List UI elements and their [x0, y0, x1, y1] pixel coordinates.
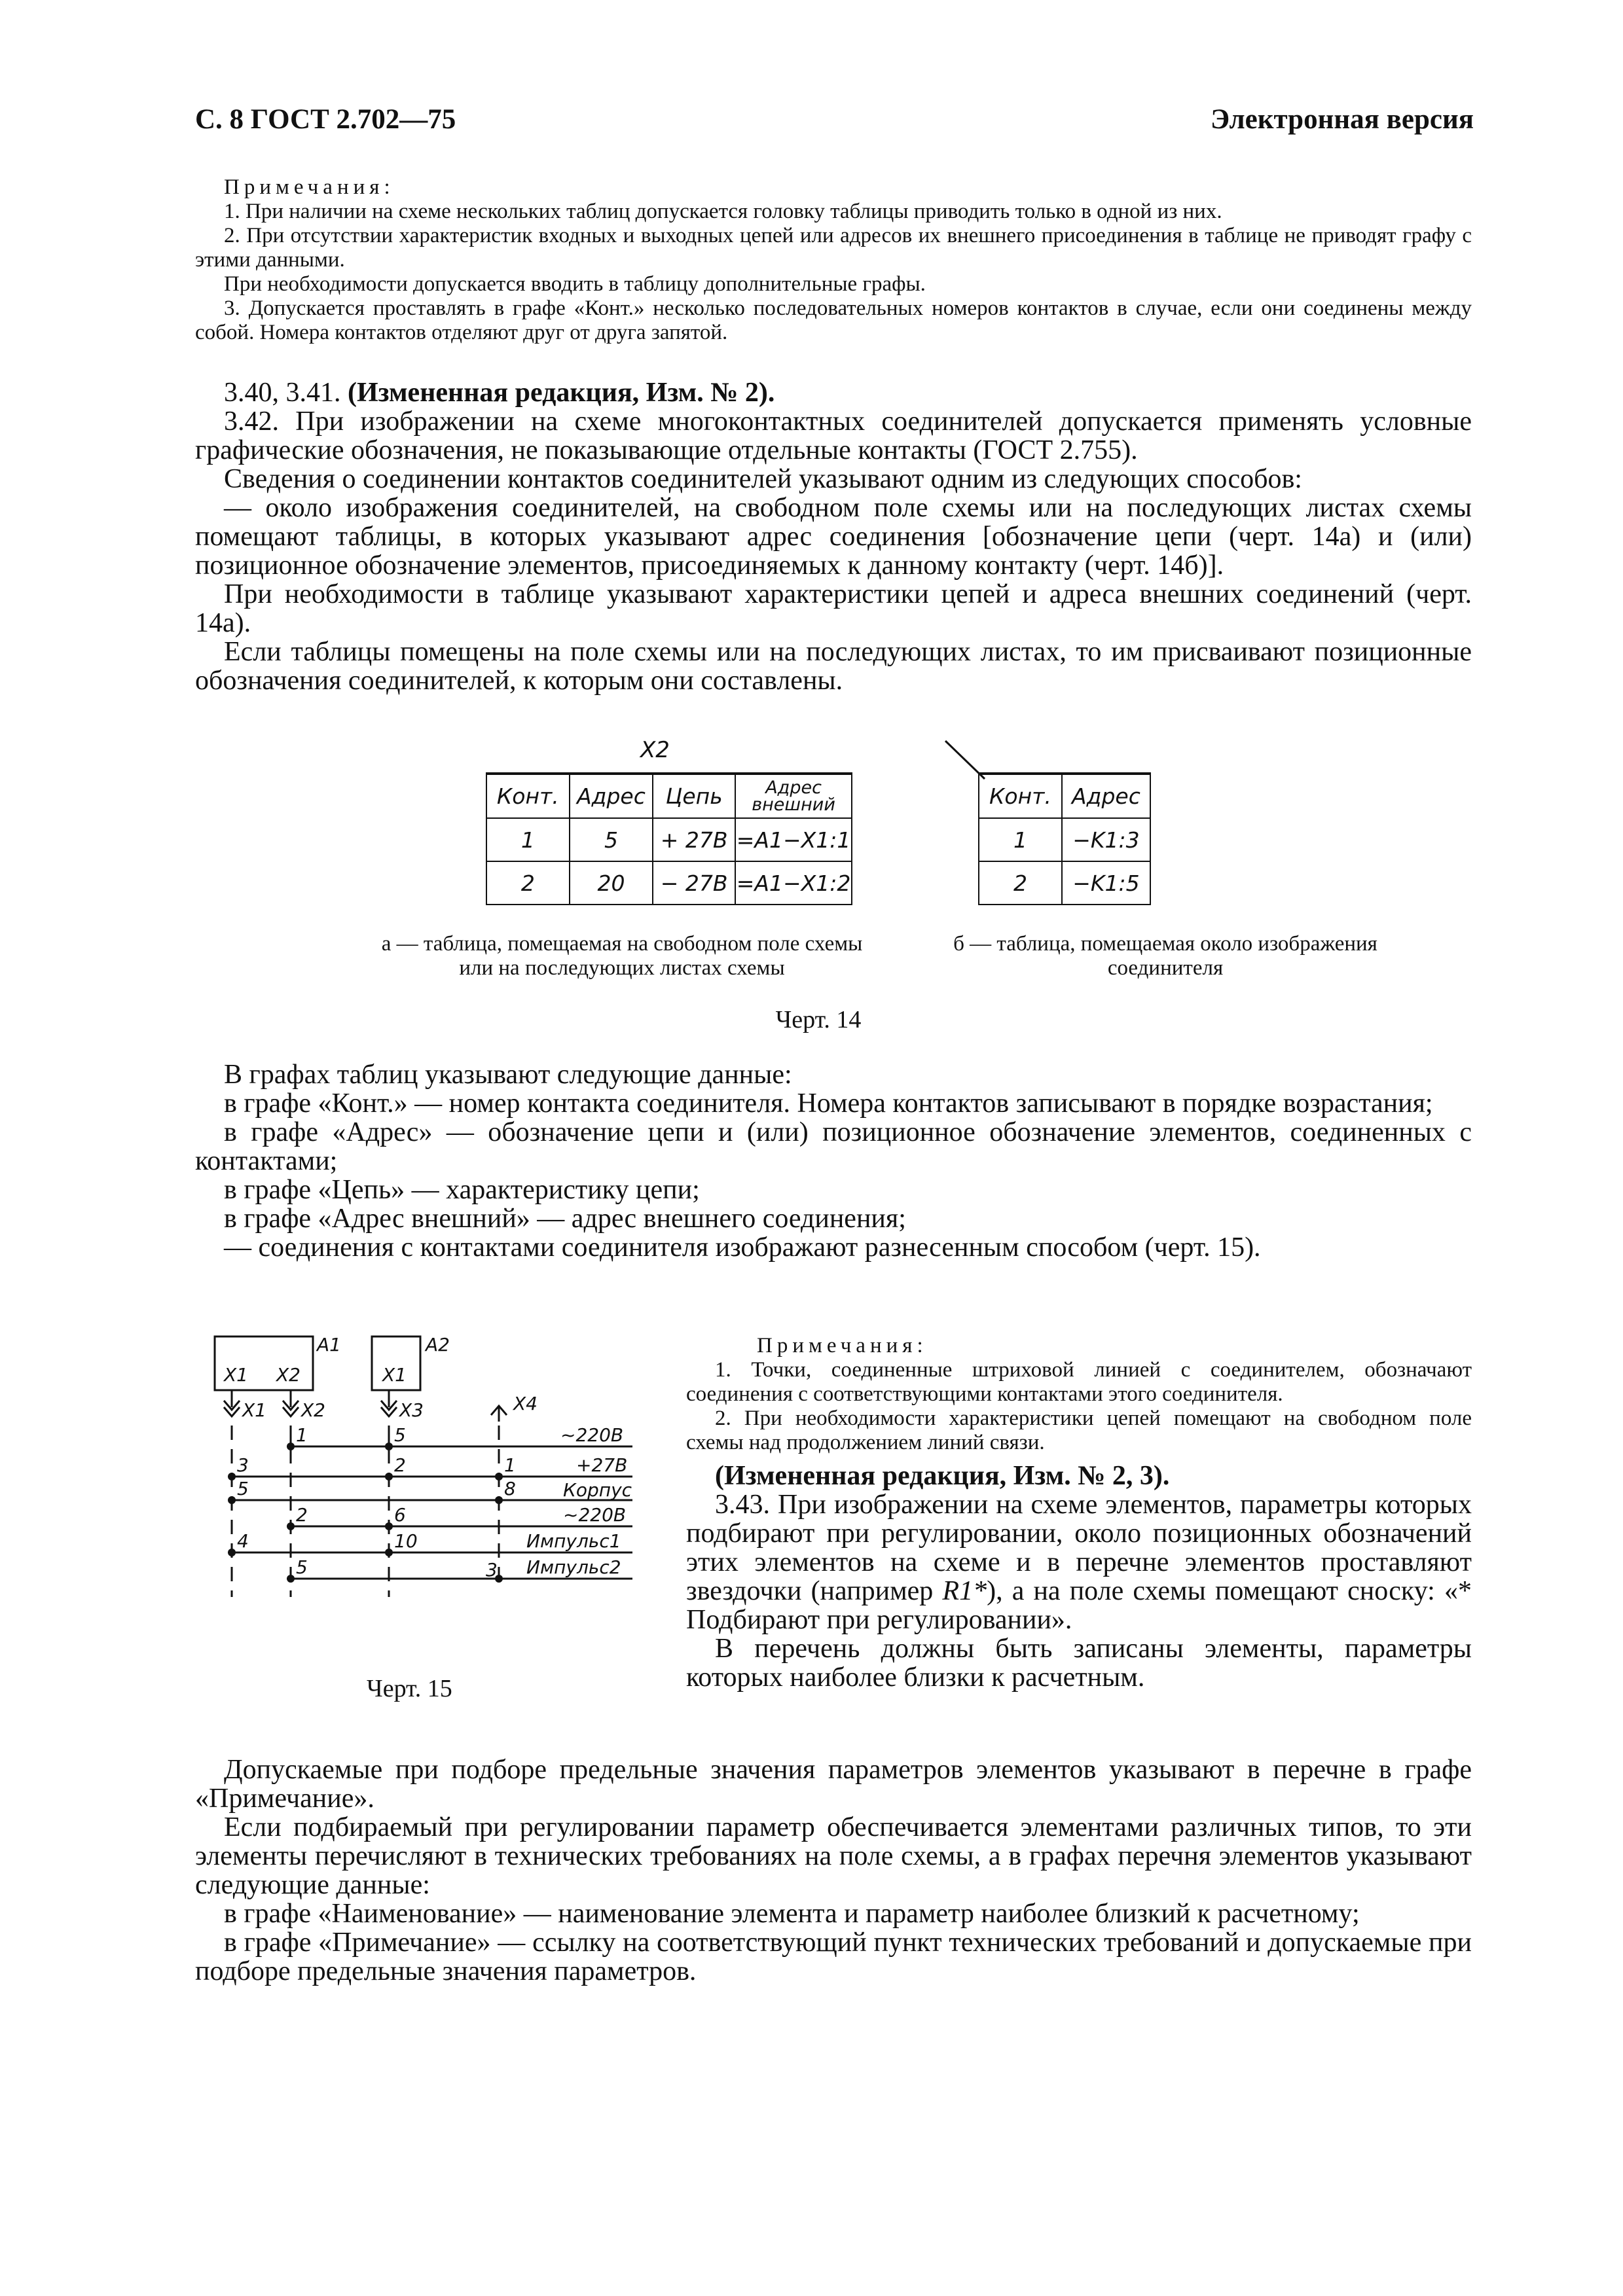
paragraph: Допускаемые при подборе предельные значения параметров элементов указывают в перечне в графе «Примечание».	[195, 1755, 1472, 1814]
table-cell: + 27В	[653, 818, 735, 861]
note-item: 1. При наличии на схеме нескольких таблиц допускается головку таблицы приводить только в одной из них.	[224, 200, 1222, 223]
table-cell: −K1:3	[1062, 818, 1150, 861]
table-a-title: X2	[640, 737, 670, 763]
paragraph: в графе «Адрес» — обозначение цепи и (или) позиционное обозначение элементов, соединенных с контактами;	[195, 1117, 1472, 1176]
pin-number: 5	[296, 1556, 308, 1578]
body-top	[195, 378, 1472, 695]
table-header: Цепь	[653, 774, 735, 818]
clause-example: R1*	[942, 1576, 987, 1606]
table-row	[486, 861, 852, 905]
paragraph: в графе «Наименование» — наименование элемента и параметр наиболее близкий к расчетному;	[224, 1899, 1360, 1929]
caption-a: а — таблица, помещаемая на свободном поле схемы или на последующих листах схемы	[381, 932, 863, 980]
caption-b: б — таблица, помещаемая около изображения соединителя	[953, 932, 1377, 980]
table-row	[486, 818, 852, 861]
line-label: ~220В	[563, 1504, 627, 1526]
clause-text: 3.43. При изображении на схеме элементов, параметры которых подбирают при регулировании, около позиционных обозначений этих элементов на схеме и в перечне элементов проставляют звездочки (например	[686, 1490, 1472, 1606]
block-label: A2	[426, 1334, 450, 1355]
line-label: Корпус	[563, 1479, 632, 1501]
pin-number: 3	[486, 1559, 498, 1581]
note-item: 2. При отсутствии характеристик входных и выходных цепей или адресов их внешнего присоединения в таблице не приводят графу с этими данными.	[195, 224, 1472, 272]
note-item: 2. При необходимости характеристики цепей помещают на свободном поле схемы над продолжением линий связи.	[686, 1407, 1472, 1454]
connector-label: X3	[399, 1399, 424, 1421]
notes-bottom	[686, 1334, 1472, 1692]
notes-title: Примечания:	[224, 175, 395, 199]
page-header-left: С. 8 ГОСТ 2.702—75	[195, 104, 456, 135]
table-cell: 20	[570, 861, 653, 905]
pin-number: 2	[296, 1504, 308, 1526]
paragraph: Сведения о соединении контактов соединителей указывают одним из следующих способов:	[224, 464, 1302, 494]
body-bottom	[195, 1755, 1472, 1986]
line-label: Импульс1	[526, 1530, 621, 1552]
note-item: 1. Точки, соединенные штриховой линией с соединителем, обозначают соединения с соответствующими контактами этого соединителя.	[686, 1358, 1472, 1406]
block-label: A1	[317, 1334, 341, 1355]
note-item: 3. Допускается проставлять в графе «Конт.» несколько последовательных номеров контактов в случае, если они соединены между собой. Номера контактов отделяют друг от друга запятой.	[195, 296, 1472, 344]
note-item: При необходимости допускается вводить в таблицу дополнительные графы.	[224, 272, 926, 296]
table-b	[978, 772, 1151, 905]
table-cell: − 27В	[653, 861, 735, 905]
pin-number: 5	[237, 1478, 249, 1499]
table-header: Адрес	[1062, 774, 1150, 818]
paragraph: в графе «Цепь» — характеристику цепи;	[224, 1175, 700, 1205]
table-cell: =A1−X1:2	[735, 861, 852, 905]
table-header: Адрес внешний	[735, 774, 852, 818]
line-label: Импульс2	[526, 1556, 621, 1578]
paragraph: в графе «Конт.» — номер контакта соединителя. Номера контактов записывают в порядке возрастания;	[224, 1088, 1433, 1119]
pin-number: 2	[394, 1454, 406, 1476]
revision-note: (Измененная редакция, Изм. № 2, 3).	[715, 1461, 1170, 1491]
connector-label: X4	[513, 1393, 538, 1414]
table-cell: 1	[486, 818, 570, 861]
paragraph: — соединения с контактами соединителя изображают разнесенным способом (черт. 15).	[224, 1232, 1261, 1263]
table-cell: 2	[486, 861, 570, 905]
clause-343	[686, 1490, 1472, 1634]
body-mid	[195, 1060, 1472, 1262]
paragraph: Если подбираемый при регулировании параметр обеспечивается элементами различных типов, то эти элементы перечисляют в технических требованиях на поле схемы, а в графах перечня элементов указывают следующие данные:	[195, 1812, 1472, 1900]
figure-15-title: Черт. 15	[367, 1675, 452, 1702]
line-label: +27В	[576, 1454, 628, 1476]
paragraph: — около изображения соединителей, на свободном поле схемы или на последующих листах схемы помещают таблицы, в которых указывают адрес соединения [обозначение цепи (черт. 14а) и (или) позиционное обозначение элементов, присоединяемых к данному контакту (черт. 14б)].	[195, 493, 1472, 581]
page-header-right: Электронная версия	[1210, 104, 1474, 135]
pin-number: 5	[394, 1424, 406, 1446]
pin-number: 1	[296, 1424, 308, 1446]
table-row	[979, 861, 1150, 905]
table-row	[979, 818, 1150, 861]
connector-label: X2	[301, 1399, 325, 1421]
paragraph: 3.42. При изображении на схеме многоконтактных соединителей допускается применять условные графические обозначения, не показывающие отдельные контакты (ГОСТ 2.755).	[195, 406, 1472, 465]
connector-label: X1	[224, 1364, 248, 1386]
clause-text: ), а на поле схемы помещают сноску: «* Подбирают при регулировании».	[686, 1576, 1472, 1635]
pin-number: 8	[504, 1478, 516, 1499]
paragraph: При необходимости в таблице указывают характеристики цепей и адреса внешних соединений (черт. 14а).	[195, 579, 1472, 638]
revision-note	[195, 378, 1472, 407]
paragraph: в графе «Адрес внешний» — адрес внешнего соединения;	[224, 1204, 906, 1234]
pin-number: 10	[394, 1530, 418, 1552]
table-cell: 1	[979, 818, 1062, 861]
table-header: Адрес	[570, 774, 653, 818]
table-a	[486, 772, 852, 905]
line-label: ~220В	[560, 1424, 624, 1446]
paragraph: Если таблицы помещены на поле схемы или на последующих листах, то им присваивают позиционные обозначения соединителей, к которым они составлены.	[195, 637, 1472, 696]
connector-label: X1	[382, 1364, 407, 1386]
table-cell: −K1:5	[1062, 861, 1150, 905]
pin-number: 6	[394, 1504, 406, 1526]
pin-number: 1	[504, 1454, 516, 1476]
table-header: Конт.	[979, 774, 1062, 818]
figure-14-title: Черт. 14	[775, 1006, 862, 1033]
connector-label: X1	[242, 1399, 266, 1421]
paragraph: в графе «Примечание» — ссылку на соответствующий пункт технических требований и допускаемые при подборе предельные значения параметров.	[195, 1928, 1472, 1986]
figure-15-diagram	[210, 1329, 681, 1636]
table-cell: 5	[570, 818, 653, 861]
table-cell: 2	[979, 861, 1062, 905]
connector-label: X2	[276, 1364, 301, 1386]
table-cell: =A1−X1:1	[735, 818, 852, 861]
notes-title: Примечания:	[757, 1334, 928, 1357]
pin-number: 4	[237, 1530, 249, 1552]
notes-top	[195, 175, 1472, 345]
table-header: Конт.	[486, 774, 570, 818]
paragraph: В перечень должны быть записаны элементы, параметры которых наиболее близки к расчетным.	[686, 1634, 1472, 1693]
pin-number: 3	[237, 1454, 249, 1476]
clause-number: 3.40, 3.41.	[224, 378, 348, 408]
revision-label: (Измененная редакция, Изм. № 2).	[348, 378, 775, 408]
paragraph: В графах таблиц указывают следующие данные:	[224, 1060, 792, 1090]
